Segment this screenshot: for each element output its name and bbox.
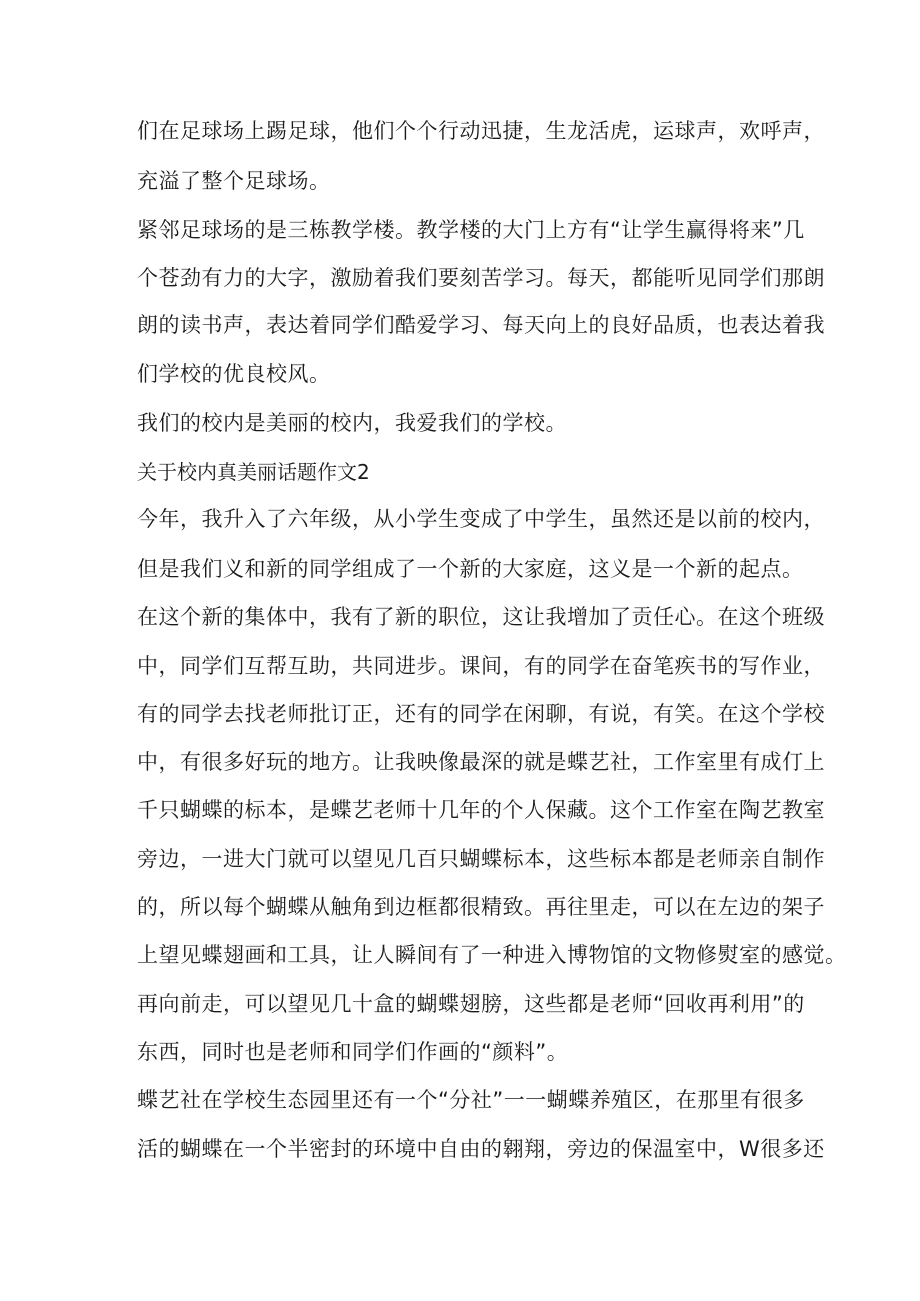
text-line: 中，有很多好玩的地方。让我映像最深的就是蝶艺社，工作室里有成仃上 (137, 750, 825, 774)
text-line: 们学校的优良校风。 (137, 362, 331, 386)
text-line: 紧邻足球场的是三栋教学楼。教学楼的大门上方有“让学生赢得将来”几 (137, 218, 805, 242)
text-line: 再向前走，可以望见几十盒的蝴蝶翅膀，这些都是老师“回收再利用”的 (137, 992, 805, 1016)
text-line: 中，同学们互帮互助，共同进步。课间，有的同学在奋笔疾书的写作业， (137, 654, 825, 678)
text-line: 蝶艺社在学校生态园里还有一个“分社”一一蝴蝶养殖区，在那里有很多 (137, 1088, 805, 1112)
text-line: 的，所以每个蝴蝶从触角到边框都很精致。再往里走，可以在左边的架子 (137, 895, 825, 919)
text-line: 千只蝴蝶的标本，是蝶艺老师十几年的个人保藏。这个工作室在陶艺教室 (137, 798, 825, 822)
text-line: 旁边，一进大门就可以望见几百只蝴蝶标本，这些标本都是老师亲自制作 (137, 847, 825, 871)
text-line: 充溢了整个足球场。 (137, 169, 331, 193)
text-line: 上望见蝶翅画和工具，让人瞬间有了一种进入博物馆的文物修熨室的感觉。 (137, 943, 847, 967)
text-line: 活的蝴蝶在一个半密封的环境中自由的翱翔，旁边的保温室中，W很多还 (137, 1137, 825, 1161)
text-line: 我们的校内是美丽的校内，我爱我们的学校。 (137, 411, 567, 435)
text-line: 在这个新的集体中，我有了新的职位，这让我增加了贡任心。在这个班级 (137, 605, 825, 629)
text-line: 们在足球场上踢足球，他们个个行动迅捷，生龙活虎，运球声，欢呼声， (137, 119, 825, 143)
section-heading: 关于校内真美丽话题作文2 (137, 460, 370, 484)
text-line: 有的同学去找老师批订正，还有的同学在闲聊，有说，有笑。在这个学校 (137, 702, 825, 726)
text-line: 今年，我升入了六年级，从小学生变成了中学生，虽然还是以前的校内， (137, 507, 825, 531)
text-line: 但是我们义和新的同学组成了一个新的大家庭，这义是一个新的起点。 (137, 557, 804, 581)
text-line: 朗的读书声，表达着同学们酷爱学习、每天向上的良好品质，也表达着我 (137, 313, 825, 337)
text-line: 东西，同时也是老师和同学们作画的“颜料”。 (137, 1040, 569, 1064)
text-line: 个苍劲有力的大字，激励着我们要刻苦学习。每天，都能听见同学们那朗 (137, 266, 825, 290)
